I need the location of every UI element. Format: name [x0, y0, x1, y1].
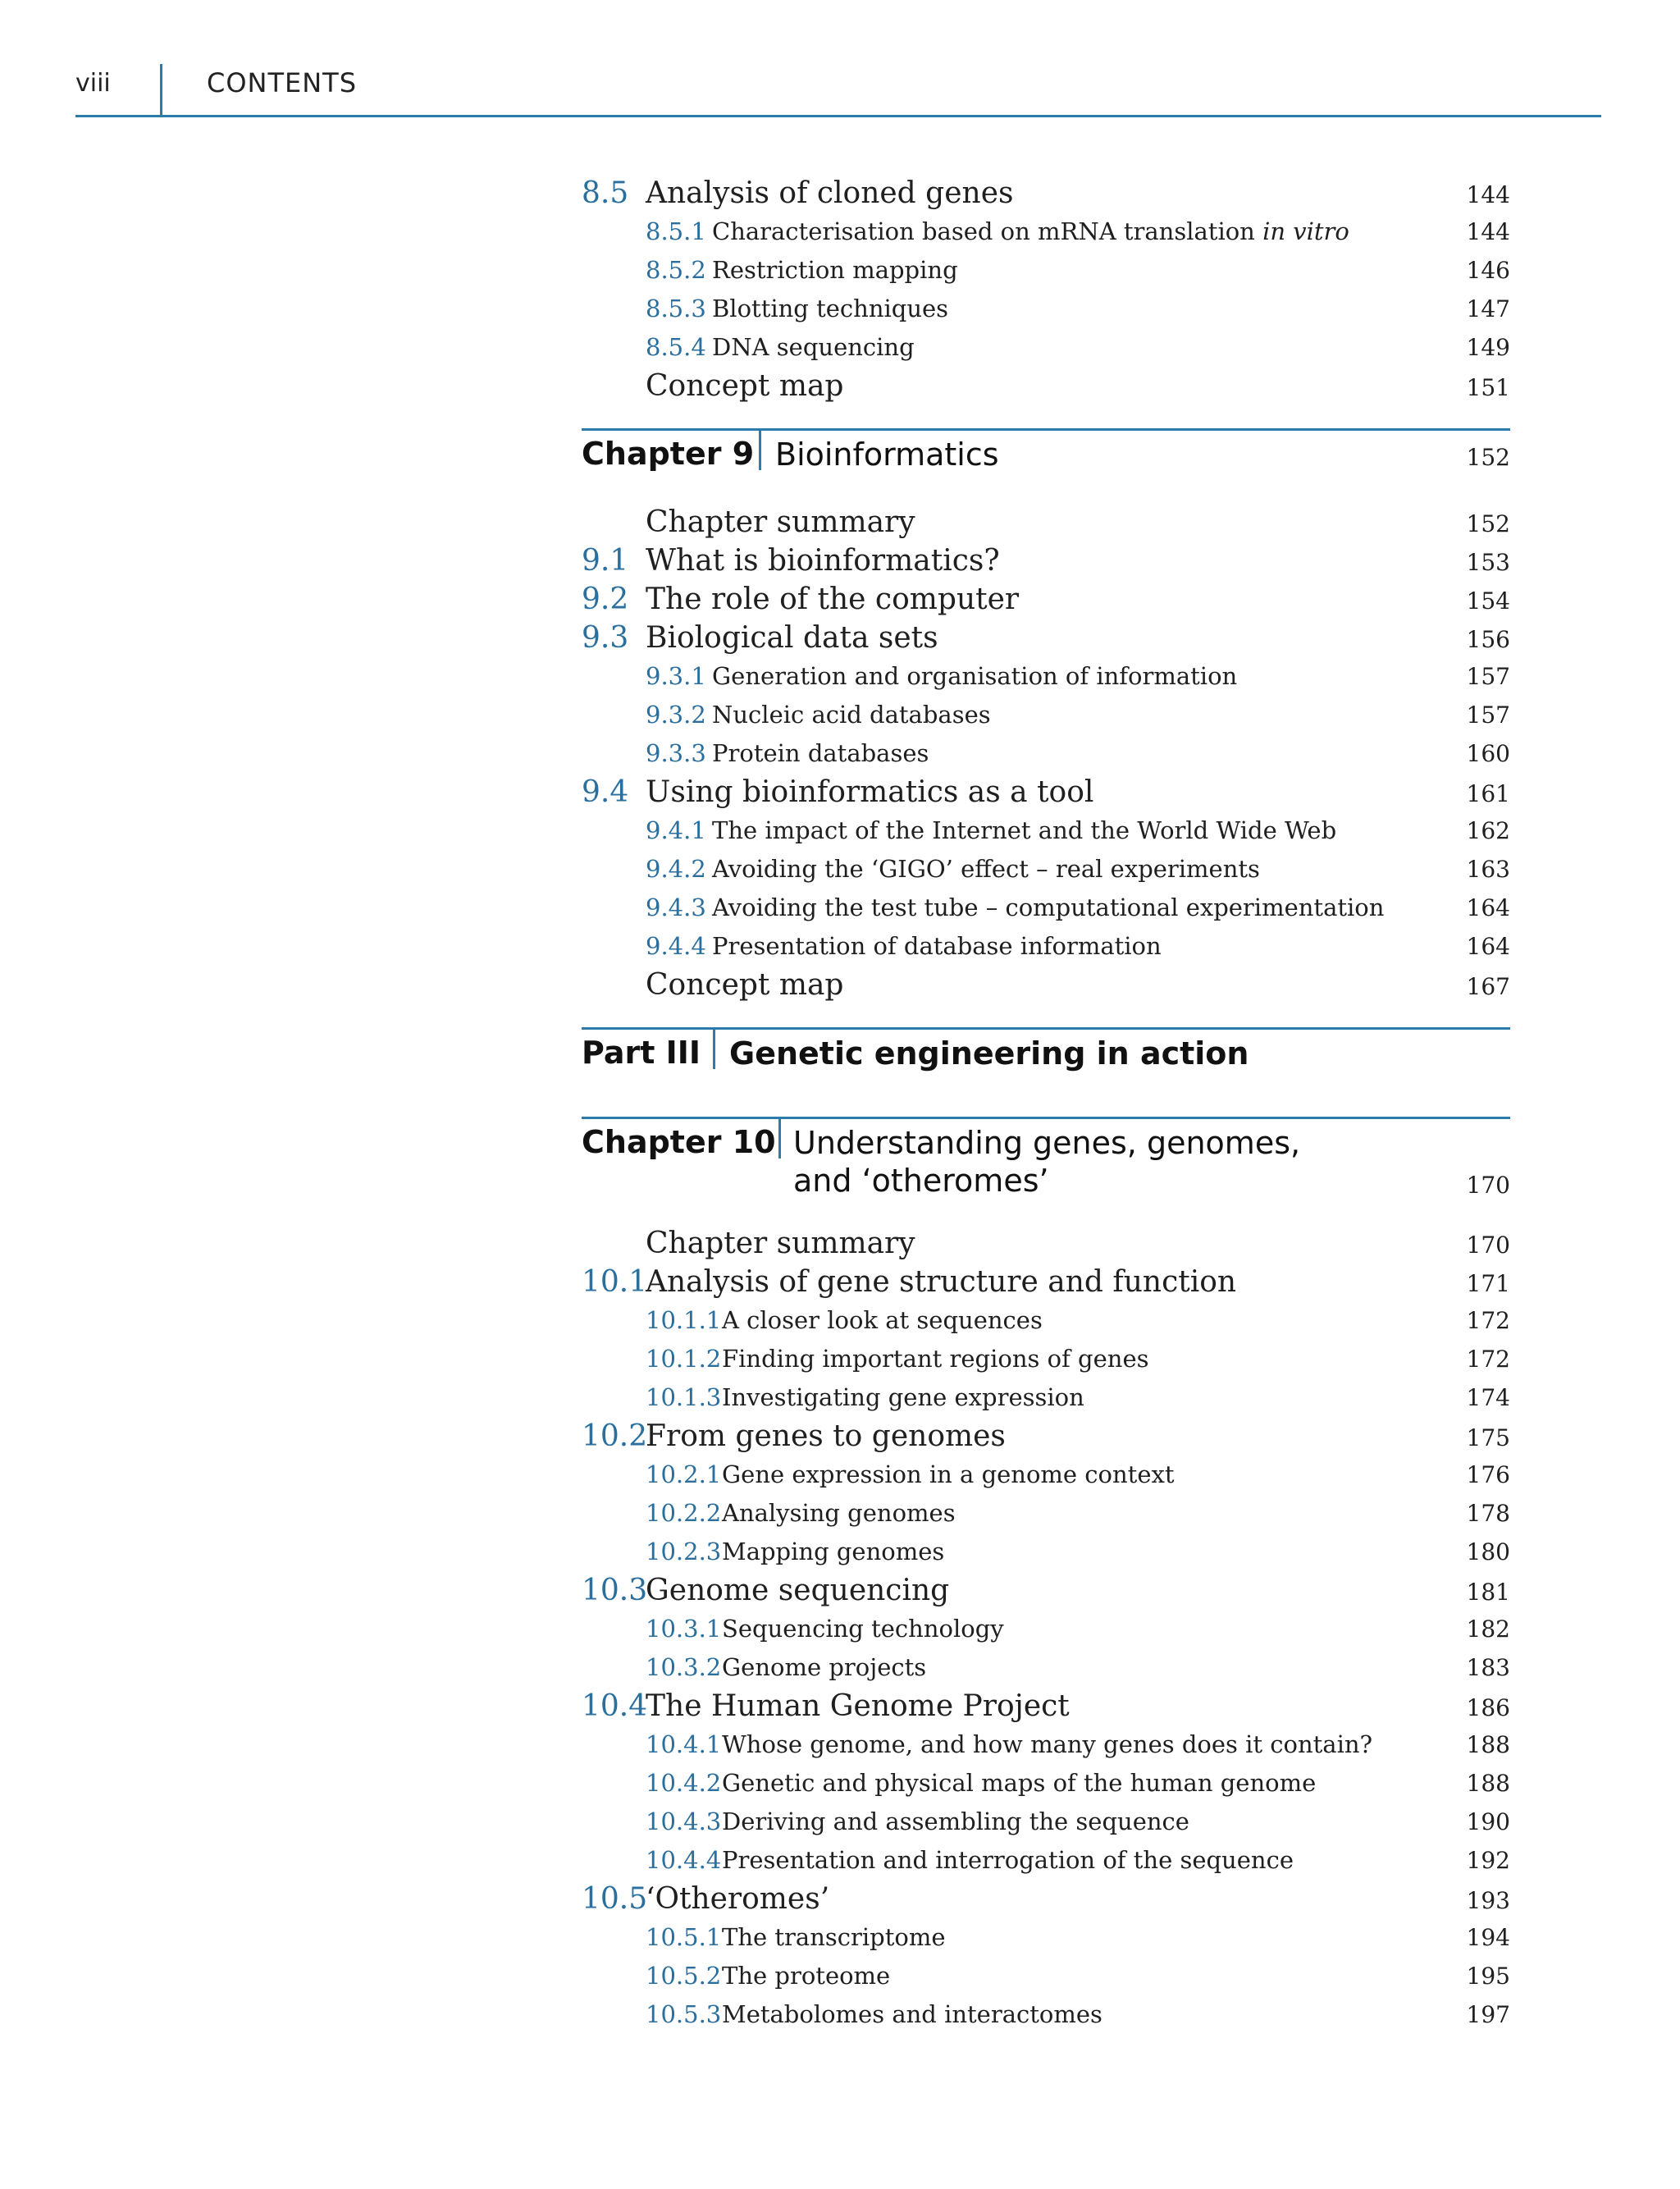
subsection-title: Avoiding the ‘GIGO’ effect – real experiments: [712, 855, 1260, 883]
page-ref: 171: [1466, 1270, 1510, 1297]
subsection-title: Deriving and assembling the sequence: [722, 1807, 1189, 1835]
toc-subsection-row: [582, 1995, 1510, 2034]
subsection-number: 10.2.1: [646, 1460, 722, 1488]
page-ref: 154: [1466, 587, 1510, 615]
toc-subsection-row: [582, 251, 1510, 290]
toc-section-row: [582, 1571, 1510, 1610]
subsection-number: 10.3.1: [646, 1615, 722, 1643]
subsection-number: 10.4.2: [646, 1769, 722, 1797]
page-ref: 174: [1466, 1384, 1510, 1411]
subsection-number: 10.4.3: [646, 1807, 722, 1835]
page-ref: 181: [1466, 1579, 1510, 1606]
page-ref: 188: [1466, 1770, 1510, 1797]
subsection-title: The impact of the Internet and the World Wide Web: [712, 816, 1337, 844]
chapter-label: Chapter 10: [582, 1124, 776, 1160]
page-ref: 160: [1466, 740, 1510, 767]
subsection-title: Genome projects: [722, 1653, 927, 1681]
section-number: 10.2: [582, 1419, 648, 1453]
toc-concept-map-row: [582, 367, 1510, 405]
toc-subsection-row: [582, 1764, 1510, 1803]
subsection-title: Presentation of database information: [712, 932, 1162, 960]
toc-subsection-row: [582, 1533, 1510, 1571]
toc-subsection-row: [582, 1610, 1510, 1648]
subsection-title: Mapping genomes: [722, 1538, 945, 1565]
page-number: viii: [75, 69, 111, 98]
subsection-number: 9.4.4: [646, 932, 706, 960]
subsection-title: Investigating gene expression: [722, 1383, 1084, 1411]
subsection-title: A closer look at sequences: [722, 1306, 1043, 1334]
subsection-number: 10.1.1: [646, 1306, 722, 1334]
subsection-number: 10.4.4: [646, 1846, 722, 1874]
chapter-title: Bioinformatics: [775, 436, 999, 473]
page-ref: 164: [1466, 933, 1510, 960]
section-title: Biological data sets: [646, 621, 938, 655]
chapter-summary-title: Chapter summary: [646, 505, 915, 539]
subsection-number: 9.3.3: [646, 739, 706, 767]
toc-subsection-row: [582, 213, 1510, 251]
concept-map-title: Concept map: [646, 968, 844, 1002]
chapter-title: [793, 1124, 1300, 1200]
section-title: From genes to genomes: [646, 1419, 1006, 1453]
subsection-number: 10.1.3: [646, 1383, 722, 1411]
page-ref: 153: [1466, 549, 1510, 576]
part-divider: [713, 1030, 715, 1069]
subsection-number: 10.2.3: [646, 1538, 722, 1565]
section-number: 10.5: [582, 1882, 648, 1916]
toc-subsection-row: [582, 1803, 1510, 1841]
subsection-title: Gene expression in a genome context: [722, 1460, 1175, 1488]
page-ref: 172: [1466, 1307, 1510, 1334]
page-ref: 164: [1466, 894, 1510, 921]
section-title: Analysis of cloned genes: [646, 176, 1014, 210]
subsection-title: Whose genome, and how many genes does it contain?: [722, 1730, 1373, 1758]
page-ref: 161: [1466, 780, 1510, 807]
section-number: 9.2: [582, 583, 629, 616]
header-divider: [160, 64, 162, 115]
subsection-number: 9.4.2: [646, 855, 706, 883]
page-ref: 156: [1466, 626, 1510, 653]
chapter-heading: [582, 428, 1510, 503]
table-of-contents: [582, 174, 1510, 2034]
toc-section-row: [582, 773, 1510, 811]
page-ref: 183: [1466, 1654, 1510, 1681]
page-ref: 190: [1466, 1808, 1510, 1835]
page-ref: 175: [1466, 1424, 1510, 1451]
running-header: [75, 64, 1601, 117]
section-title: Genome sequencing: [646, 1574, 950, 1607]
toc-subsection-row: [582, 1378, 1510, 1417]
page-ref: 144: [1466, 181, 1510, 208]
page-ref: 186: [1466, 1694, 1510, 1721]
page-ref: 194: [1466, 1924, 1510, 1951]
chapter-title-line-2: and ‘otheromes’: [793, 1163, 1049, 1199]
toc-section-row: [582, 1417, 1510, 1456]
page-ref: 170: [1466, 1172, 1510, 1199]
toc-subsection-row: [582, 290, 1510, 328]
subsection-title: Presentation and interrogation of the sequence: [722, 1846, 1294, 1874]
page-ref: 197: [1466, 2001, 1510, 2028]
part-label: Part III: [582, 1035, 701, 1071]
subsection-title: The proteome: [722, 1962, 891, 1990]
subsection-title: Finding important regions of genes: [722, 1345, 1149, 1373]
section-title: What is bioinformatics?: [646, 544, 1000, 578]
subsection-number: 8.5.2: [646, 256, 706, 284]
chapter-label: Chapter 9: [582, 436, 755, 472]
subsection-title: Nucleic acid databases: [712, 701, 991, 729]
page-ref: 162: [1466, 817, 1510, 844]
subsection-title: Protein databases: [712, 739, 929, 767]
page-ref: 192: [1466, 1847, 1510, 1874]
toc-subsection-row: [582, 889, 1510, 927]
subsection-title-italic: in vitro: [1262, 217, 1349, 245]
page-ref: 170: [1466, 1232, 1510, 1259]
page-ref: 152: [1466, 444, 1510, 471]
subsection-number: 10.3.2: [646, 1653, 722, 1681]
subsection-title: Restriction mapping: [712, 256, 958, 284]
page-ref: 167: [1466, 973, 1510, 1000]
toc-subsection-row: [582, 1456, 1510, 1494]
chapter-summary-title: Chapter summary: [646, 1227, 915, 1260]
part-heading: [582, 1027, 1510, 1094]
toc-section-row: [582, 580, 1510, 619]
toc-subsection-row: [582, 328, 1510, 367]
subsection-title: Blotting techniques: [712, 295, 949, 322]
page-ref: 149: [1466, 334, 1510, 361]
subsection-number: 9.3.2: [646, 701, 706, 729]
toc-concept-map-row: [582, 966, 1510, 1004]
section-number: 10.1: [582, 1265, 648, 1299]
section-number: 9.3: [582, 621, 629, 655]
toc-subsection-row: [582, 1648, 1510, 1687]
toc-subsection-row: [582, 696, 1510, 734]
toc-subsection-row: [582, 1841, 1510, 1880]
toc-subsection-row: [582, 1957, 1510, 1995]
page-ref: 151: [1466, 374, 1510, 401]
part-title: Genetic engineering in action: [729, 1035, 1249, 1072]
subsection-number: 10.2.2: [646, 1499, 722, 1527]
toc-summary-row: [582, 503, 1510, 542]
subsection-title: [712, 213, 1349, 251]
subsection-number: 9.4.3: [646, 893, 706, 921]
concept-map-title: Concept map: [646, 369, 844, 403]
section-title: ‘Otheromes’: [646, 1882, 830, 1916]
subsection-number: 10.5.2: [646, 1962, 722, 1990]
subsection-title: Analysing genomes: [722, 1499, 956, 1527]
subsection-title: Avoiding the test tube – computational experimentation: [712, 893, 1385, 921]
section-number: 10.3: [582, 1574, 648, 1607]
subsection-title: Generation and organisation of information: [712, 662, 1238, 690]
page-ref: 193: [1466, 1887, 1510, 1914]
chapter-divider: [778, 1119, 781, 1158]
toc-subsection-row: [582, 1918, 1510, 1957]
section-title: Using bioinformatics as a tool: [646, 775, 1094, 809]
toc-subsection-row: [582, 1494, 1510, 1533]
page-ref: 146: [1466, 257, 1510, 284]
subsection-title: Sequencing technology: [722, 1615, 1004, 1643]
toc-section-row: [582, 1687, 1510, 1725]
toc-section-row: [582, 619, 1510, 657]
toc-subsection-row: [582, 1725, 1510, 1764]
subsection-title: DNA sequencing: [712, 333, 915, 361]
toc-summary-row: [582, 1224, 1510, 1263]
subsection-title: Metabolomes and interactomes: [722, 2000, 1102, 2028]
toc-section-row: [582, 1263, 1510, 1301]
page-ref: 163: [1466, 856, 1510, 883]
page-ref: 147: [1466, 295, 1510, 322]
page-ref: 176: [1466, 1461, 1510, 1488]
page-ref: 152: [1466, 510, 1510, 537]
toc-section-row: [582, 542, 1510, 580]
section-title: The Human Genome Project: [646, 1689, 1070, 1723]
header-title: CONTENTS: [207, 67, 358, 98]
page-ref: 188: [1466, 1731, 1510, 1758]
toc-subsection-row: [582, 1340, 1510, 1378]
subsection-number: 10.5.1: [646, 1923, 722, 1951]
section-number: 8.5: [582, 176, 629, 210]
page-ref: 178: [1466, 1500, 1510, 1527]
subsection-number: 8.5.1: [646, 217, 706, 245]
toc-subsection-row: [582, 657, 1510, 696]
toc-subsection-row: [582, 927, 1510, 966]
subsection-number: 8.5.3: [646, 295, 706, 322]
section-number: 10.4: [582, 1689, 648, 1723]
page-ref: 180: [1466, 1538, 1510, 1565]
subsection-number: 10.5.3: [646, 2000, 722, 2028]
page-ref: 157: [1466, 663, 1510, 690]
subsection-number: 9.4.1: [646, 816, 706, 844]
page-ref: 182: [1466, 1615, 1510, 1643]
subsection-number: 9.3.1: [646, 662, 706, 690]
toc-section-row: [582, 174, 1510, 213]
section-number: 9.1: [582, 544, 629, 578]
subsection-title: Genetic and physical maps of the human genome: [722, 1769, 1317, 1797]
toc-subsection-row: [582, 734, 1510, 773]
page-ref: 172: [1466, 1346, 1510, 1373]
subsection-number: 10.4.1: [646, 1730, 722, 1758]
subsection-title: The transcriptome: [722, 1923, 946, 1951]
section-title: The role of the computer: [646, 583, 1020, 616]
toc-subsection-row: [582, 850, 1510, 889]
chapter-heading: [582, 1117, 1510, 1224]
subsection-title-text: Characterisation based on mRNA translation: [712, 217, 1263, 245]
page-ref: 195: [1466, 1963, 1510, 1990]
toc-subsection-row: [582, 811, 1510, 850]
subsection-number: 8.5.4: [646, 333, 706, 361]
subsection-number: 10.1.2: [646, 1345, 722, 1373]
chapter-title-line-1: Understanding genes, genomes,: [793, 1125, 1301, 1161]
chapter-divider: [759, 431, 761, 470]
section-number: 9.4: [582, 775, 629, 809]
toc-section-row: [582, 1880, 1510, 1918]
toc-subsection-row: [582, 1301, 1510, 1340]
page-ref: 157: [1466, 701, 1510, 729]
section-title: Analysis of gene structure and function: [646, 1265, 1237, 1299]
page-ref: 144: [1466, 218, 1510, 245]
